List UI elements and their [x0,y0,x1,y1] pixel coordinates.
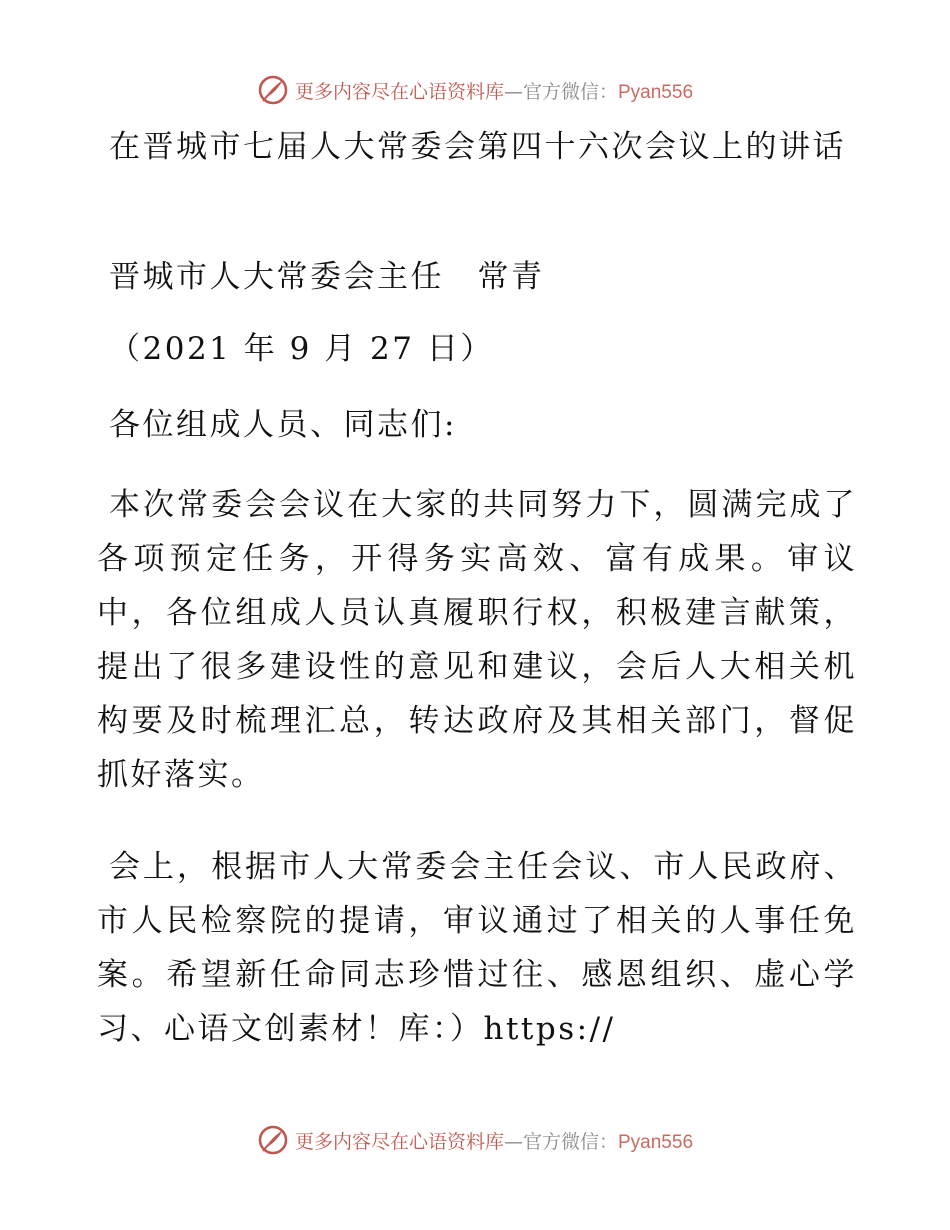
watermark-dash: — [503,1130,523,1153]
watermark-dash: — [503,80,523,103]
author-line: 晋城市人大常委会主任 常青 [109,259,545,295]
watermark-wechat-label: 官方微信： [522,80,618,103]
watermark-wechat-id: Pyan556 [618,81,694,103]
header-watermark-banner [0,68,950,112]
watermark-wechat-id: Pyan556 [618,1131,694,1153]
watermark-main-text: 更多内容尽在心语资料库 [294,1130,504,1153]
quill-pen-logo-icon [257,1124,289,1156]
paragraph-1: 本次常委会会议在大家的共同努力下，圆满完成了各项预定任务，开得务实高效、富有成果。审议中，各位组成人员认真履职行权，积极建言献策，提出了很多建设性的意见和建议，会后人大相关机构要及时梳理汇总，转达政府及其相关部门，督促抓好落实。 [97,487,857,793]
document-title: 在晋城市七届人大常委会第四十六次会议上的讲话 [109,129,846,165]
watermark-text [295,1127,693,1154]
footer-watermark-banner [0,1118,950,1162]
document-body [97,124,857,1056]
quill-pen-logo-icon [257,74,289,106]
watermark-text [295,77,693,104]
date-line: （2021 年 9 月 27 日） [109,331,494,367]
paragraph-2: 会上，根据市人大常委会主任会议、市人民政府、市人民检察院的提请，审议通过了相关的人事任免案。希望新任命同志珍惜过往、感恩组织、虚心学习、心语文创素材！库：）https:// [97,849,857,1047]
watermark-wechat-label: 官方微信： [522,1130,618,1153]
greeting-line: 各位组成人员、同志们: [109,407,457,443]
watermark-main-text: 更多内容尽在心语资料库 [294,80,504,103]
